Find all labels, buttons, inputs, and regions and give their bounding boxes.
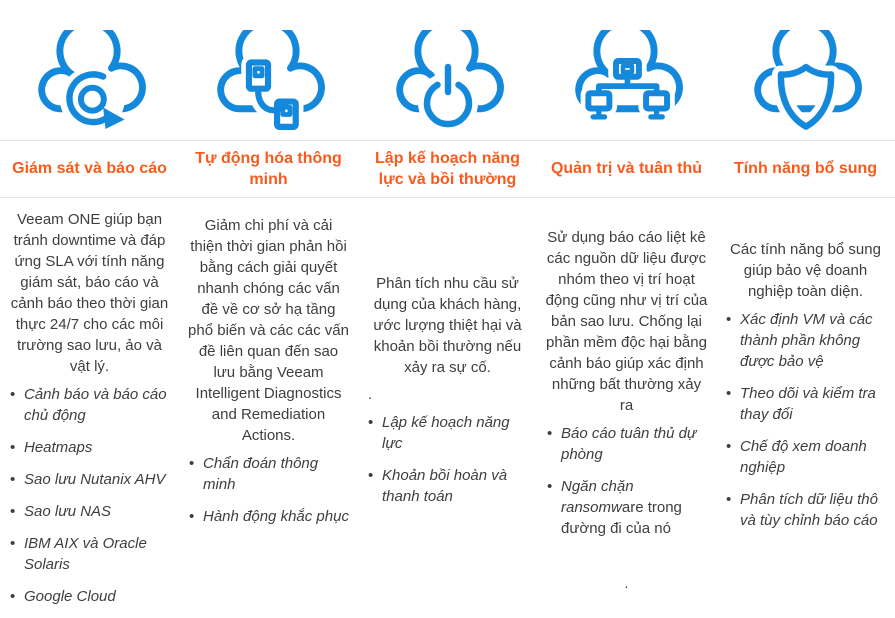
list-item: • Sao lưu Nutanix AHV	[6, 469, 173, 490]
column-body	[716, 197, 895, 618]
column-paragraph: Sử dụng báo cáo liệt kê các nguồn dữ liệu được nhóm theo vị trí hoạt động cũng như vị trí của bản sao lưu. Chống lại phần mềm độc hại bằng cảnh báo giúp xác định những bất thường xảy ra	[545, 229, 708, 414]
list-item: • Ngăn chặn ransomware trong đường đi của nó	[543, 476, 710, 539]
divider-line	[0, 140, 895, 141]
list-item: • Heatmaps	[6, 437, 173, 458]
column-paragraph: Các tính năng bổ sung giúp bảo vệ doanh nghiệp toàn diện.	[730, 241, 881, 300]
list-item: • Lập kế hoạch năng lực	[364, 412, 531, 454]
list-item: • Báo cáo tuân thủ dự phòng	[543, 423, 710, 465]
stray-dot-note: .	[624, 575, 629, 592]
column-title-band	[179, 140, 358, 197]
column-paragraph: Veeam ONE giúp bạn tránh downtime và đáp ứng SLA với tính năng giám sát, báo cáo và cảnh báo theo thời gian thực 24/7 cho các môi trường sao lưu, ảo và vật lý.	[10, 211, 169, 375]
column-title-band	[358, 140, 537, 197]
cloud-cable-automation-icon	[179, 0, 358, 140]
feature-list	[543, 423, 710, 539]
list-item: • IBM AIX và Oracle Solaris	[6, 533, 173, 575]
feature-list	[6, 384, 173, 607]
column-title: Tính năng bổ sung	[733, 160, 878, 177]
list-item: • Theo dõi và kiểm tra thay đổi	[722, 383, 889, 425]
list-item: • Google Cloud	[6, 586, 173, 607]
feature-column-monitoring	[0, 0, 179, 618]
cloud-shield-addons-icon	[716, 0, 895, 140]
feature-list	[364, 412, 531, 507]
column-title: Giám sát và báo cáo	[12, 160, 167, 177]
column-body	[358, 197, 537, 618]
list-item: • Chế độ xem doanh nghiệp	[722, 436, 889, 478]
feature-column-automation	[179, 0, 358, 618]
list-item: • Phân tích dữ liệu thô và tùy chỉnh báo cáo	[722, 489, 889, 531]
column-body	[537, 197, 716, 618]
stray-dot-note: .	[368, 386, 373, 403]
column-title-band	[0, 140, 179, 197]
column-title: Tự động hóa thông minh	[195, 149, 342, 188]
column-title-band	[537, 140, 716, 197]
divider-line	[0, 197, 895, 198]
list-item: • Hành động khắc phục	[185, 506, 352, 527]
list-item: • Cảnh báo và báo cáo chủ động	[6, 384, 173, 426]
cloud-power-capacity-icon	[358, 0, 537, 140]
column-paragraph: Giảm chi phí và cải thiện thời gian phản hồi bằng cách giải quyết nhanh chóng các vấn đề về cơ sở hạ tầng phổ biến và các các vấn đề liên quan đến sao lưu bằng Veeam Intelligent Diagnostics and Remediation Actions.	[188, 217, 349, 444]
column-title: Quản trị và tuân thủ	[550, 160, 703, 177]
cloud-monitoring-refresh-icon	[0, 0, 179, 140]
feature-column-capacity	[358, 0, 537, 618]
list-item: • Sao lưu NAS	[6, 501, 173, 522]
feature-list	[185, 453, 352, 527]
feature-column-governance	[537, 0, 716, 618]
column-paragraph: Phân tích nhu cầu sử dụng của khách hàng, ước lượng thiệt hại và khoản bồi thường nếu xảy ra sự cố.	[373, 275, 522, 376]
column-body	[179, 197, 358, 618]
cloud-network-governance-icon	[537, 0, 716, 140]
list-item: • Xác định VM và các thành phần không được bảo vệ	[722, 309, 889, 372]
column-title-band	[716, 140, 895, 197]
column-body	[0, 197, 179, 618]
feature-list	[722, 309, 889, 531]
column-title: Lập kế hoạch năng lực và bồi thường	[375, 149, 520, 188]
list-item: • Chẩn đoán thông minh	[185, 453, 352, 495]
feature-column-addons	[716, 0, 895, 618]
list-item: • Khoản bồi hoàn và thanh toán	[364, 465, 531, 507]
